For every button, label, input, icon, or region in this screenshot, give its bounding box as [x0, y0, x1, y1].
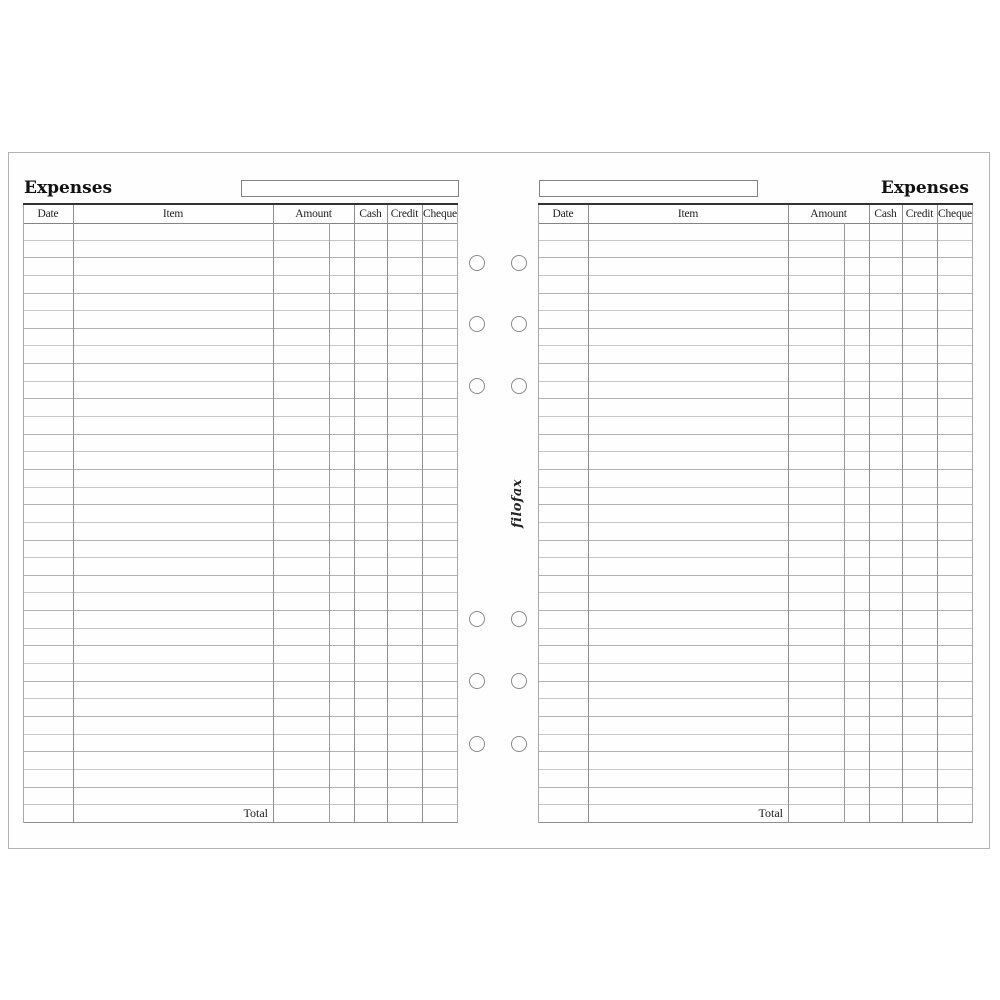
table-row — [23, 470, 458, 488]
punch-hole — [511, 611, 527, 627]
table-header — [23, 205, 458, 223]
table-row — [23, 699, 458, 717]
column-header-cheque: Cheque — [423, 208, 457, 220]
table-row — [538, 241, 973, 259]
total-row — [538, 805, 973, 823]
table-row — [23, 258, 458, 276]
table-row — [538, 576, 973, 594]
table-row — [23, 629, 458, 647]
column-header-credit: Credit — [390, 208, 419, 220]
table-row — [538, 399, 973, 417]
punch-hole — [469, 736, 485, 752]
table-row — [538, 294, 973, 312]
table-row — [538, 417, 973, 435]
table-row — [538, 664, 973, 682]
table-row — [538, 382, 973, 400]
table-row — [538, 788, 973, 806]
column-header-amount: Amount — [810, 208, 847, 220]
table-row — [538, 541, 973, 559]
table-row — [538, 452, 973, 470]
table-row — [23, 558, 458, 576]
table-row — [23, 682, 458, 700]
table-row — [538, 329, 973, 347]
page-title: Expenses — [880, 178, 969, 198]
table-row — [23, 717, 458, 735]
table-row — [538, 770, 973, 788]
period-input-box[interactable] — [241, 180, 459, 197]
filofax-logo-text: filofax — [509, 478, 525, 528]
table-row — [538, 346, 973, 364]
column-header-date: Date — [552, 208, 574, 220]
table-row — [23, 752, 458, 770]
table-row — [23, 788, 458, 806]
column-divider-line — [387, 205, 388, 823]
column-divider-line — [73, 205, 74, 823]
table-row — [23, 541, 458, 559]
table-row — [538, 699, 973, 717]
period-input-box[interactable] — [539, 180, 758, 197]
table-body — [23, 223, 458, 823]
expenses-sheet — [8, 152, 990, 849]
table-header — [538, 205, 973, 223]
punch-hole — [511, 673, 527, 689]
column-divider-line — [869, 205, 870, 823]
table-row — [23, 576, 458, 594]
punch-hole — [511, 736, 527, 752]
table-row — [538, 593, 973, 611]
column-divider-line — [788, 205, 789, 823]
table-row — [538, 435, 973, 453]
table-row — [538, 629, 973, 647]
table-row — [23, 505, 458, 523]
total-label: Total — [758, 806, 783, 821]
table-row — [23, 399, 458, 417]
punch-hole — [469, 611, 485, 627]
table-row — [23, 382, 458, 400]
total-row — [23, 805, 458, 823]
table-body — [538, 223, 973, 823]
amount-sub-divider-line — [329, 223, 330, 823]
table-row — [538, 558, 973, 576]
table-row — [538, 523, 973, 541]
table-row — [23, 770, 458, 788]
punch-hole — [511, 316, 527, 332]
column-header-credit: Credit — [905, 208, 934, 220]
total-label: Total — [243, 806, 268, 821]
table-row — [23, 223, 458, 241]
table-row — [23, 735, 458, 753]
table-row — [538, 470, 973, 488]
punch-hole — [469, 673, 485, 689]
column-divider-line — [937, 205, 938, 823]
table-row — [538, 717, 973, 735]
column-header-cash: Cash — [874, 208, 897, 220]
table-row — [538, 752, 973, 770]
table-row — [23, 435, 458, 453]
punch-hole — [511, 255, 527, 271]
table-row — [23, 646, 458, 664]
column-divider-line — [354, 205, 355, 823]
table-row — [23, 523, 458, 541]
punch-hole — [469, 316, 485, 332]
column-header-item: Item — [162, 208, 184, 220]
table-row — [23, 664, 458, 682]
table-row — [538, 258, 973, 276]
table-row — [23, 241, 458, 259]
punch-hole — [511, 378, 527, 394]
column-divider-line — [422, 205, 423, 823]
column-header-cheque: Cheque — [938, 208, 972, 220]
column-header-amount: Amount — [295, 208, 332, 220]
punch-hole — [469, 255, 485, 271]
table-row — [23, 593, 458, 611]
column-header-cash: Cash — [359, 208, 382, 220]
table-row — [538, 682, 973, 700]
table-edge-line — [457, 205, 458, 823]
table-row — [538, 364, 973, 382]
table-row — [538, 276, 973, 294]
column-divider-line — [902, 205, 903, 823]
table-row — [538, 311, 973, 329]
table-row — [23, 452, 458, 470]
table-row — [23, 346, 458, 364]
table-row — [538, 646, 973, 664]
table-row — [23, 488, 458, 506]
table-row — [538, 735, 973, 753]
table-row — [23, 294, 458, 312]
table-row — [23, 329, 458, 347]
table-row — [23, 417, 458, 435]
table-row — [23, 611, 458, 629]
punch-hole — [469, 378, 485, 394]
expenses-table-right — [538, 203, 973, 823]
amount-sub-divider-line — [844, 223, 845, 823]
table-row — [538, 611, 973, 629]
table-edge-line — [23, 205, 24, 823]
table-row — [23, 364, 458, 382]
table-row — [538, 488, 973, 506]
table-row — [23, 311, 458, 329]
table-row — [538, 223, 973, 241]
filofax-logo — [479, 468, 555, 538]
column-header-date: Date — [37, 208, 59, 220]
column-divider-line — [273, 205, 274, 823]
expenses-table-left — [23, 203, 458, 823]
table-row — [23, 276, 458, 294]
column-divider-line — [588, 205, 589, 823]
column-header-item: Item — [677, 208, 699, 220]
table-edge-line — [972, 205, 973, 823]
table-row — [538, 505, 973, 523]
page-title: Expenses — [24, 178, 113, 198]
